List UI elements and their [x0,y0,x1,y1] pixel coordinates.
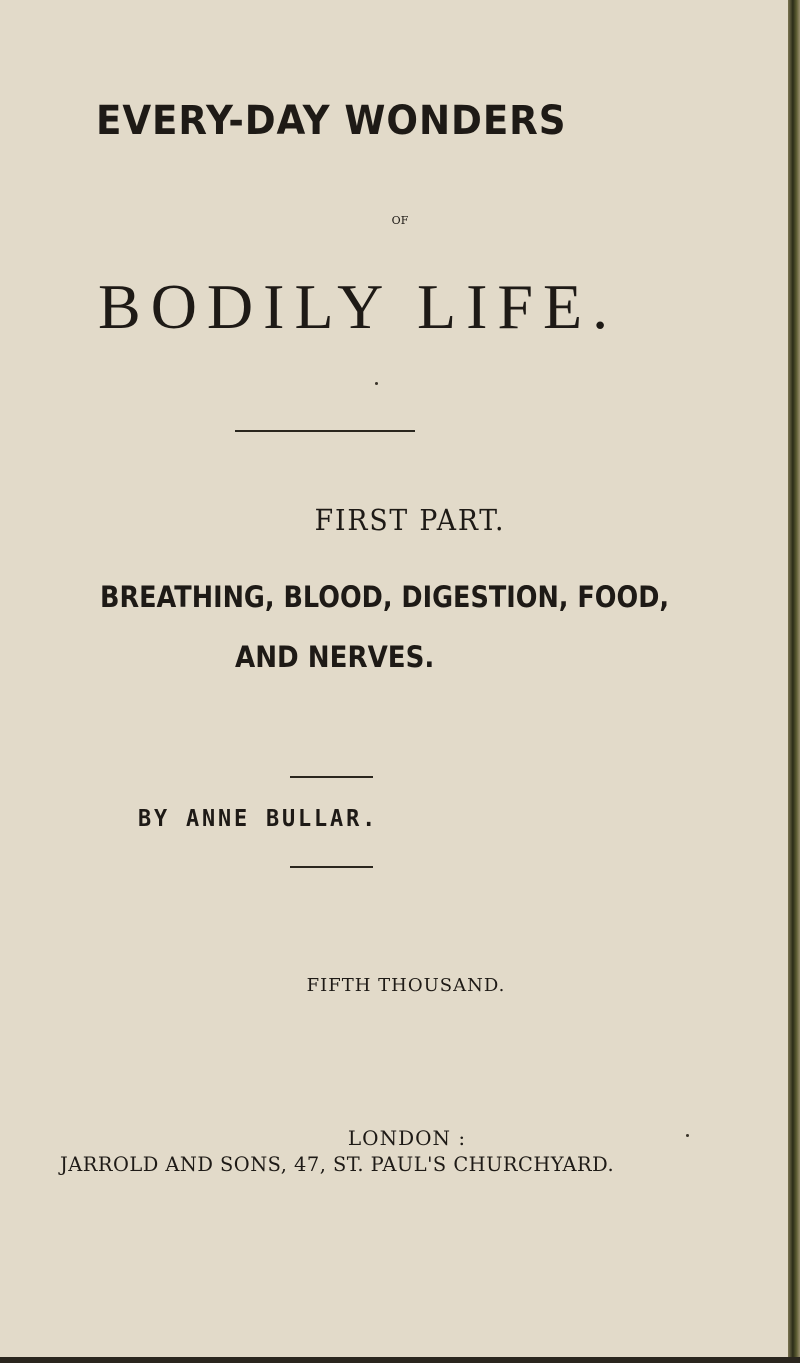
book-spine-edge [788,0,800,1363]
divider-rule [290,776,373,778]
edition-note: FIFTH THOUSAND. [306,975,506,996]
imprint-publisher: JARROLD AND SONS, 47, ST. PAUL'S CHURCHYARD. [60,1152,615,1176]
subjects-line-2: AND NERVES. [235,640,435,674]
divider-rule [235,430,415,432]
title-connector: OF [391,214,409,227]
imprint-city: LONDON : [347,1126,467,1150]
subjects-line-1: BREATHING, BLOOD, DIGESTION, FOOD, [100,580,670,614]
title-line-2: BODILY LIFE. [98,271,619,342]
divider-rule [290,866,373,868]
author-byline: BY ANNE BULLAR. [138,806,379,832]
title-line-1: EVERY-DAY WONDERS [96,98,567,144]
ink-speck [375,382,378,385]
ink-speck [686,1134,689,1137]
page-bottom-edge [0,1357,800,1363]
part-heading: FIRST PART. [314,503,506,537]
